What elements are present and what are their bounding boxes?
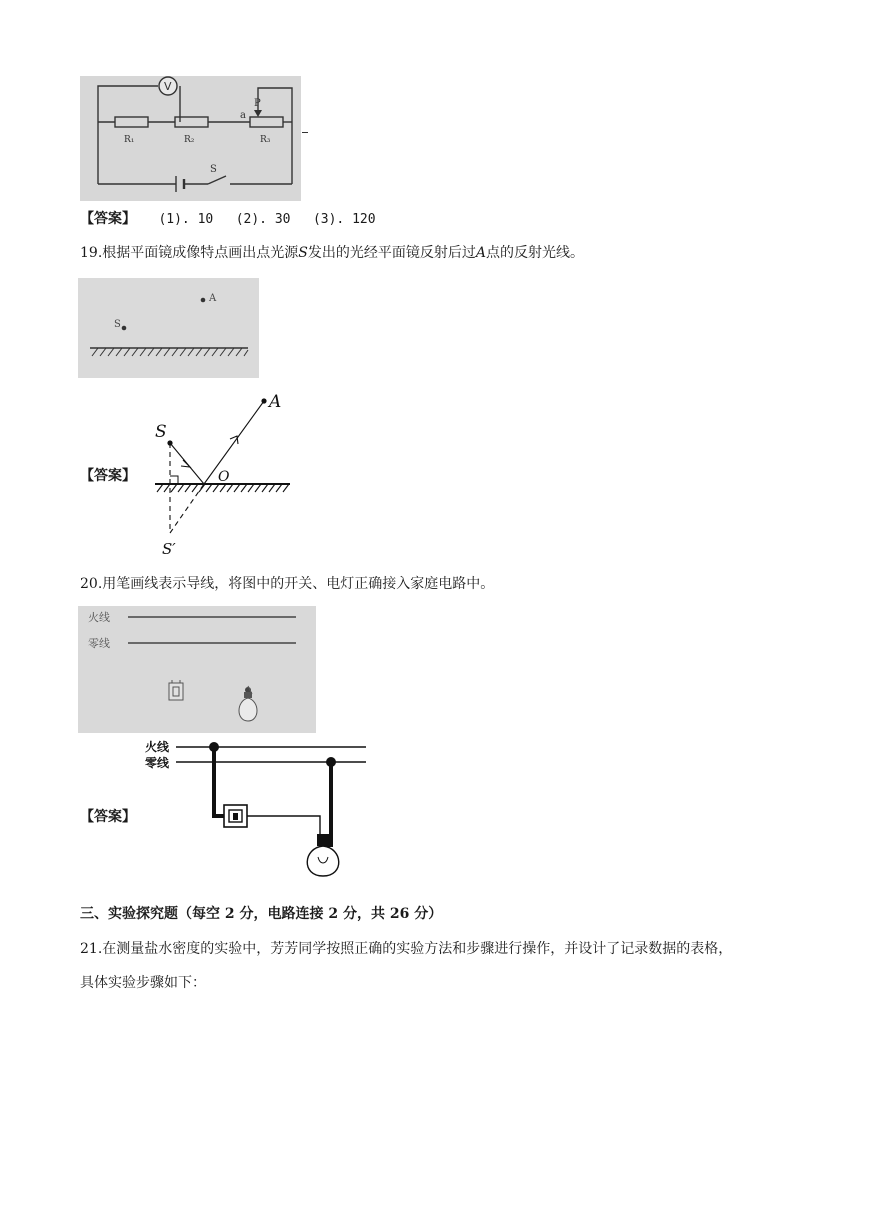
- q19-ans-s-prime: S′: [162, 540, 176, 558]
- q19-fig-a: A: [209, 293, 217, 304]
- q18-fig-s: S: [210, 164, 217, 175]
- q21-line-2: 具体实验步骤如下：: [80, 975, 206, 991]
- q19-ans-a: A: [269, 392, 282, 412]
- q19-var-a: A: [475, 245, 486, 261]
- q20-answer-diagram: [140, 735, 370, 880]
- section-3-heading: 三、实验探究题（每空 2 分，电路连接 2 分，共 26 分）: [80, 906, 443, 922]
- q19-text-a: 根据平面镜成像特点画出点光源: [102, 245, 299, 261]
- q19-ans-o: O: [218, 469, 230, 485]
- q18-fig-r2: R₂: [184, 135, 195, 145]
- q19-text-b: 发出的光经平面镜反射后过: [307, 245, 476, 261]
- q18-answer-row: [80, 209, 376, 230]
- q18-fig-p: P: [254, 98, 261, 109]
- q19-mirror-figure: [78, 278, 259, 378]
- q19-ans-s: S: [155, 422, 167, 442]
- q18-fig-voltmeter: V: [164, 80, 172, 93]
- q20-question: 20.用笔画线表示导线，将图中的开关、电灯正确接入家庭电路中。: [80, 576, 495, 592]
- q20-answer-label: 【答案】: [80, 809, 136, 825]
- q19-answer-label: 【答案】: [80, 468, 136, 484]
- q20-ans-live: 火线: [145, 740, 170, 754]
- q18-answer-2: (2). 30: [235, 212, 291, 227]
- q19-fig-s: S: [114, 319, 121, 330]
- q18-answer-3: (3). 120: [312, 212, 376, 227]
- q18-fig-a: a: [240, 110, 246, 121]
- q18-side-tick: [302, 132, 308, 133]
- q21-line-1: 21.在测量盐水密度的实验中，芳芳同学按照正确的实验方法和步骤进行操作，并设计了记录数据的表格，: [80, 941, 733, 957]
- q18-fig-r1: R₁: [124, 135, 135, 145]
- q20-ans-neutral: 零线: [145, 756, 170, 770]
- q20-fig-neutral: 零线: [88, 637, 110, 650]
- q18-answer-label: 【答案】: [80, 211, 136, 227]
- q19-text-c: 点的反射光线。: [485, 245, 584, 261]
- q18-circuit-figure: [80, 76, 301, 201]
- q20-fig-live: 火线: [88, 611, 110, 624]
- q19-var-s: S: [298, 245, 308, 261]
- q18-answer-1: (1). 10: [158, 212, 214, 227]
- q18-fig-r3: R₃: [260, 135, 271, 145]
- q20-wiring-figure: [78, 606, 316, 733]
- q19-question: [80, 243, 584, 263]
- q19-number: 19.: [80, 245, 103, 261]
- q19-answer-diagram: [150, 390, 295, 560]
